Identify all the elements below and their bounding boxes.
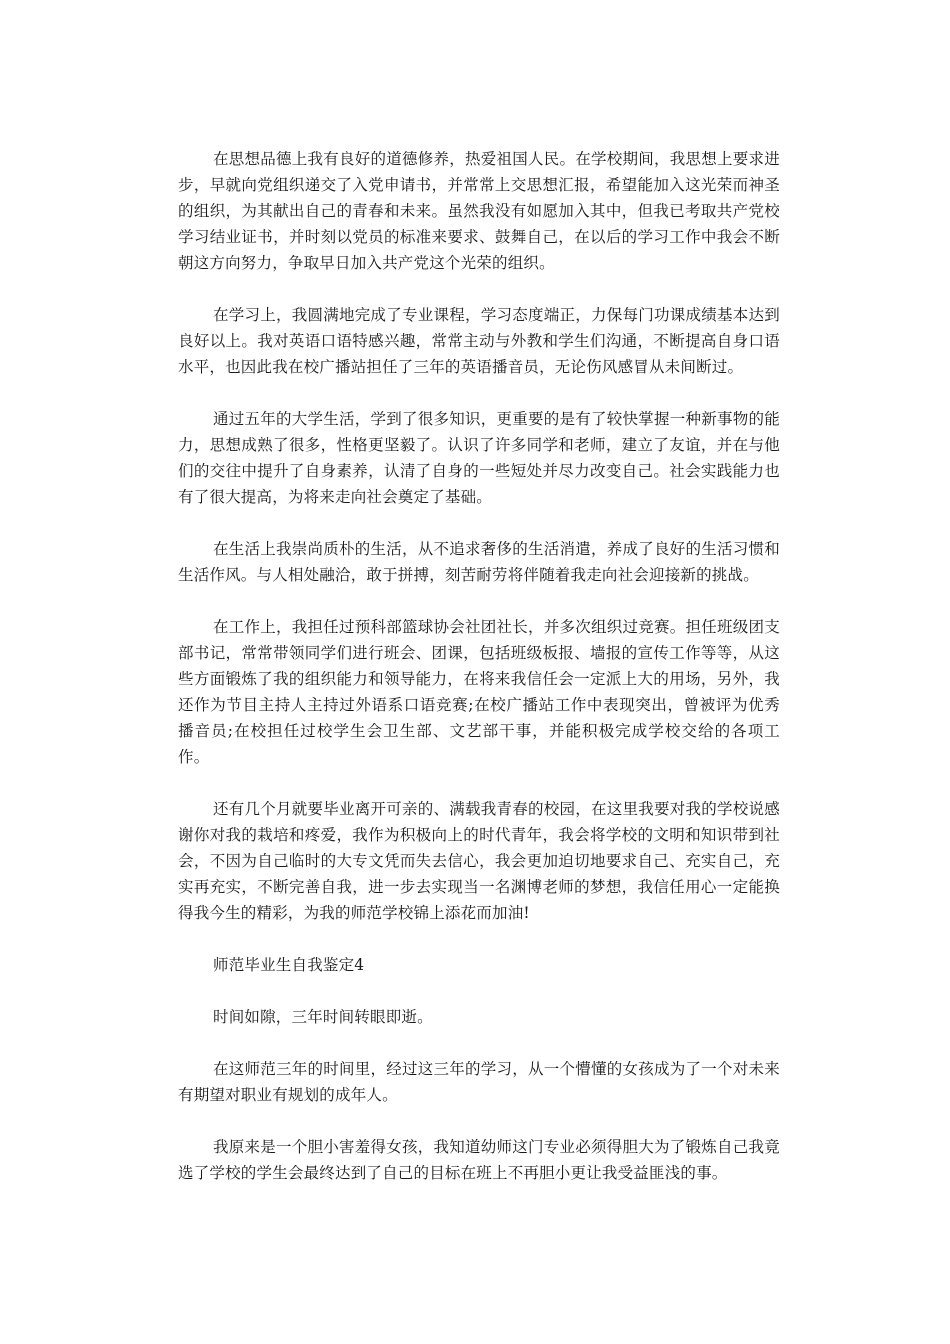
paragraph-work: 在工作上，我担任过预科部篮球协会社团社长，并多次组织过竞赛。担任班级团支部书记，常常带领同学们进行班会、团课，包括班级板报、墙报的宣传工作等等，从这些方面锻炼了我的组织能力和领导能力，在将来我信任会一定派上大的用场，另外，我还作为节目主持人主持过外语系口语竞赛;在校广播站工作中表现突出，曾被评为优秀播音员;在校担任过校学生会卫生部、文艺部干事，并能积极完成学校交给的各项工作。 — [178, 618, 780, 766]
paragraph-shy-girl: 我原来是一个胆小害羞得女孩，我知道幼师这门专业必须得胆大为了锻炼自己我竟选了学校的学生会最终达到了自己的目标在班上不再胆小更让我受益匪浅的事。 — [178, 1138, 780, 1182]
document-body — [178, 146, 780, 1212]
section-heading: 师范毕业生自我鉴定4 — [213, 956, 365, 974]
paragraph-political: 在思想品德上我有良好的道德修养，热爱祖国人民。在学校期间，我思想上要求进步，早就向党组织递交了入党申请书，并常常上交思想汇报，希望能加入这光荣而神圣的组织，为其献出自己的青春和未来。虽然我没有如愿加入其中，但我已考取共产党校学习结业证书，并时刻以党员的标准来要求、鼓舞自己，在以后的学习工作中我会不断朝这方向努力，争取早日加入共产党这个光荣的组织。 — [178, 150, 780, 272]
paragraph-time: 时间如隙，三年时间转眼即逝。 — [213, 1008, 433, 1026]
paragraph-graduation: 还有几个月就要毕业离开可亲的、满载我青春的校园，在这里我要对我的学校说感谢你对我的栽培和疼爱，我作为积极向上的时代青年，我会将学校的文明和知识带到社会，不因为自己临时的大专文凭而失去信心，我会更加迫切地要求自己、充实自己，充实再充实，不断完善自我，进一步去实现当一名渊博老师的梦想，我信任用心一定能换得我今生的精彩，为我的师范学校锦上添花而加油! — [178, 800, 780, 922]
paragraph-university-life: 通过五年的大学生活，学到了很多知识，更重要的是有了较快掌握一种新事物的能力，思想成熟了很多，性格更坚毅了。认识了许多同学和老师，建立了友谊，并在与他们的交往中提升了自身素养，认清了自身的一些短处并尽力改变自己。社会实践能力也有了很大提高，为将来走向社会奠定了基础。 — [178, 410, 780, 506]
paragraph-three-years: 在这师范三年的时间里，经过这三年的学习，从一个懵懂的女孩成为了一个对未来有期望对职业有规划的成年人。 — [178, 1060, 780, 1104]
paragraph-study: 在学习上，我圆满地完成了专业课程，学习态度端正，力保每门功课成绩基本达到良好以上。我对英语口语特感兴趣，常常主动与外教和学生们沟通，不断提高自身口语水平，也因此我在校广播站担任了三年的英语播音员，无论伤风感冒从未间断过。 — [178, 306, 780, 376]
paragraph-daily-life: 在生活上我崇尚质朴的生活，从不追求奢侈的生活消遣，养成了良好的生活习惯和生活作风。与人相处融洽，敢于拼搏，刻苦耐劳将伴随着我走向社会迎接新的挑战。 — [178, 540, 780, 584]
